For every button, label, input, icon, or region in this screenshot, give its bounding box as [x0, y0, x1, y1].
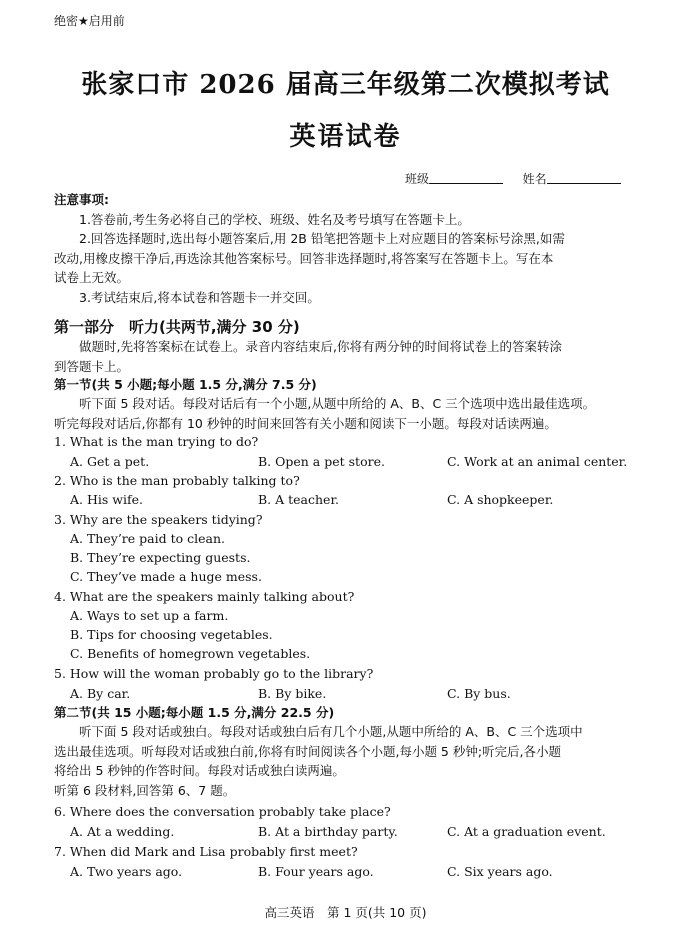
question-2: 2. Who is the man probably talking to? [54, 473, 300, 488]
section2-intro [54, 722, 638, 800]
name-blank-line [547, 183, 621, 184]
section1-title: 第一节(共 5 小题;每小题 1.5 分,满分 7.5 分) [54, 377, 317, 392]
q4-option-c: C. Benefits of homegrown vegetables. [70, 646, 311, 661]
part1-intro [54, 337, 638, 376]
class-label: 班级 [405, 172, 430, 186]
notes-heading: 注意事项: [54, 192, 109, 207]
part1-intro-line-1: 做题时,先将答案标在试卷上。录音内容结束后,你将有两分钟的时间将试卷上的答案转涂 [79, 339, 562, 354]
q1-option-c: C. Work at an animal center. [447, 454, 628, 469]
q3-option-a: A. They’re paid to clean. [70, 531, 225, 546]
q5-option-a: A. By car. [70, 686, 131, 701]
secret-label: 绝密★启用前 [54, 14, 125, 28]
q7-option-b: B. Four years ago. [258, 864, 374, 879]
q2-option-a: A. His wife. [70, 492, 143, 507]
notes-item-3: 3.考试结束后,将本试卷和答题卡一并交回。 [79, 289, 320, 305]
q3-option-c: C. They’ve made a huge mess. [70, 569, 262, 584]
question-6: 6. Where does the conversation probably take place? [54, 804, 391, 819]
class-blank-line [429, 183, 503, 184]
exam-title: 张家口市 2026 届高三年级第二次模拟考试 [81, 70, 610, 100]
section2-material: 听第 6 段材料,回答第 6、7 题。 [54, 782, 236, 798]
q6-option-b: B. At a birthday party. [258, 824, 398, 839]
q6-option-c: C. At a graduation event. [447, 824, 606, 839]
q1-option-a: A. Get a pet. [70, 454, 150, 469]
notes-section [54, 190, 638, 307]
question-3: 3. Why are the speakers tidying? [54, 512, 263, 527]
q6-option-a: A. At a wedding. [70, 824, 175, 839]
section2-intro-line-3: 将给出 5 秒钟的作答时间。每段对话或独白读两遍。 [54, 763, 345, 778]
q5-option-c: C. By bus. [447, 686, 511, 701]
q5-option-b: B. By bike. [258, 686, 327, 701]
q7-option-a: A. Two years ago. [70, 864, 183, 879]
q4-option-b: B. Tips for choosing vegetables. [70, 627, 273, 642]
section1-intro-line-1: 听下面 5 段对话。每段对话后有一个小题,从题中所给的 A、B、C 三个选项中选出最佳选项。 [79, 396, 596, 411]
question-1: 1. What is the man trying to do? [54, 434, 259, 449]
section2-title: 第二节(共 15 小题;每小题 1.5 分,满分 22.5 分) [54, 705, 335, 720]
notes-item-2-line-3: 试卷上无效。 [54, 270, 130, 285]
q4-option-a: A. Ways to set up a farm. [70, 608, 229, 623]
section1-intro-line-2: 听完每段对话后,你都有 10 秒钟的时间来回答有关小题和阅读下一小题。每段对话读两遍。 [54, 415, 557, 431]
question-5: 5. How will the woman probably go to the library? [54, 666, 374, 681]
part1-intro-line-2: 到答题卡上。 [54, 358, 130, 374]
q7-option-c: C. Six years ago. [447, 864, 553, 879]
section2-intro-line-2: 选出最佳选项。听每段对话或独白前,你将有时间阅读各个小题,每小题 5 秒钟;听完后,各小题 [54, 743, 562, 759]
exam-subtitle: 英语试卷 [289, 122, 402, 152]
question-7: 7. When did Mark and Lisa probably first meet? [54, 844, 358, 859]
notes-item-1: 1.答卷前,考生务必将自己的学校、班级、姓名及考号填写在答题卡上。 [79, 211, 470, 227]
name-label: 姓名 [522, 172, 547, 186]
notes-item-2-line-1: 2.回答选择题时,选出每小题答案后,用 2B 铅笔把答题卡上对应题目的答案标号涂黑,如需 [79, 231, 565, 246]
q2-option-c: C. A shopkeeper. [447, 492, 554, 507]
q3-option-b: B. They’re expecting guests. [70, 550, 251, 565]
part1-title: 第一部分 听力(共两节,满分 30 分) [54, 318, 300, 336]
notes-item-2-line-2: 改动,用橡皮擦干净后,再选涂其他答案标号。回答非选择题时,将答案写在答题卡上。写在本 [54, 250, 554, 266]
section2-intro-line-1: 听下面 5 段对话或独白。每段对话或独白后有几个小题,从题中所给的 A、B、C 三个选项中 [79, 724, 583, 739]
q1-option-b: B. Open a pet store. [258, 454, 385, 469]
section1-intro [54, 394, 638, 433]
question-4: 4. What are the speakers mainly talking about? [54, 589, 355, 604]
page-footer: 高三英语 第 1 页(共 10 页) [264, 905, 427, 920]
student-info-fields [405, 170, 621, 187]
q2-option-b: B. A teacher. [258, 492, 340, 507]
